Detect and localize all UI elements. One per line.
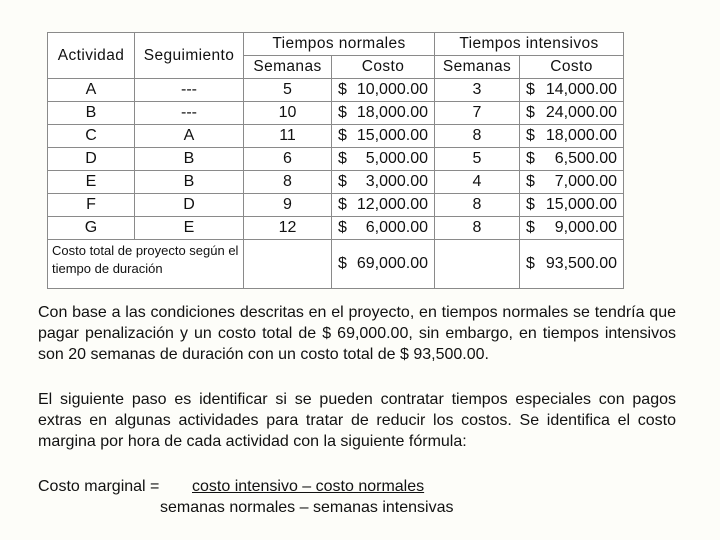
cell-seguimiento: E <box>135 217 244 240</box>
cell-costo-normal <box>332 194 435 217</box>
table-row <box>48 125 624 148</box>
cell-costo-intensivo <box>520 79 624 102</box>
header-semanas-normales: Semanas <box>244 56 332 79</box>
currency-symbol: $ <box>526 150 535 167</box>
currency-symbol: $ <box>526 127 535 144</box>
header-costo-normal: Costo <box>332 56 435 79</box>
cell-semanas-intensivo: 5 <box>435 148 520 171</box>
table-row <box>48 148 624 171</box>
cell-costo-normal-value: 3,000.00 <box>365 173 428 190</box>
cell-costo-normal <box>332 102 435 125</box>
cell-seguimiento: --- <box>135 79 244 102</box>
cell-costo-normal <box>332 148 435 171</box>
cell-costo-normal-value: 18,000.00 <box>356 104 428 121</box>
table-row <box>48 102 624 125</box>
total-semanas-intensivo-empty <box>435 240 520 289</box>
cell-semanas-intensivo: 8 <box>435 125 520 148</box>
table-row <box>48 194 624 217</box>
total-intensivo-value: 93,500.00 <box>545 255 617 272</box>
formula-numerator: costo intensivo – costo normales <box>192 478 425 495</box>
total-costo-intensivo <box>520 240 624 289</box>
total-normal-value: 69,000.00 <box>356 255 428 272</box>
cell-semanas-normal: 8 <box>244 171 332 194</box>
header-costo-intensivo: Costo <box>520 56 624 79</box>
cell-semanas-normal: 9 <box>244 194 332 217</box>
cell-costo-normal <box>332 125 435 148</box>
cell-costo-intensivo-value: 6,500.00 <box>554 150 617 167</box>
currency-symbol: $ <box>526 104 535 121</box>
currency-symbol: $ <box>338 150 347 167</box>
cell-costo-intensivo <box>520 217 624 240</box>
cell-costo-intensivo-value: 15,000.00 <box>545 196 617 213</box>
cell-semanas-intensivo: 8 <box>435 194 520 217</box>
formula-denominator: semanas normales – semanas intensivas <box>160 499 454 516</box>
cell-costo-intensivo <box>520 102 624 125</box>
cell-costo-intensivo-value: 14,000.00 <box>545 81 617 98</box>
cell-actividad: B <box>48 102 135 125</box>
header-tiempos-intensivos: Tiempos intensivos <box>435 33 624 56</box>
cell-semanas-intensivo: 4 <box>435 171 520 194</box>
cell-costo-normal-value: 12,000.00 <box>356 196 428 213</box>
cell-costo-intensivo <box>520 125 624 148</box>
table-row <box>48 171 624 194</box>
currency-symbol: $ <box>338 127 347 144</box>
cell-actividad: G <box>48 217 135 240</box>
cell-semanas-intensivo: 7 <box>435 102 520 125</box>
cell-costo-intensivo-value: 7,000.00 <box>554 173 617 190</box>
cell-costo-normal-value: 5,000.00 <box>365 150 428 167</box>
total-costo-normal <box>332 240 435 289</box>
cell-costo-normal-value: 10,000.00 <box>356 81 428 98</box>
currency-symbol: $ <box>526 173 535 190</box>
cell-costo-normal <box>332 171 435 194</box>
cell-costo-normal <box>332 217 435 240</box>
paragraph-1: Con base a las condiciones descritas en el proyecto, en tiempos normales se tendría que pagar penalización y un costo total de $ 69,000.00, sin embargo, en tiempos intensivos son 20 semanas de duración con un costo total de $ 93,500.00. <box>38 304 676 363</box>
cell-costo-normal-value: 6,000.00 <box>365 219 428 236</box>
header-seguimiento: Seguimiento <box>135 33 244 79</box>
cell-seguimiento: B <box>135 171 244 194</box>
table-row <box>48 217 624 240</box>
cell-costo-intensivo-value: 9,000.00 <box>554 219 617 236</box>
currency-symbol: $ <box>338 255 347 272</box>
currency-symbol: $ <box>526 255 535 272</box>
currency-symbol: $ <box>338 219 347 236</box>
formula-label: Costo marginal = <box>38 478 160 495</box>
cell-semanas-normal: 12 <box>244 217 332 240</box>
total-semanas-normal-empty <box>244 240 332 289</box>
cost-table <box>47 32 624 289</box>
cell-semanas-intensivo: 3 <box>435 79 520 102</box>
header-actividad: Actividad <box>48 33 135 79</box>
currency-symbol: $ <box>338 104 347 121</box>
cell-costo-normal <box>332 79 435 102</box>
cell-actividad: D <box>48 148 135 171</box>
cell-semanas-normal: 5 <box>244 79 332 102</box>
currency-symbol: $ <box>338 196 347 213</box>
currency-symbol: $ <box>338 173 347 190</box>
cell-seguimiento: A <box>135 125 244 148</box>
header-tiempos-normales: Tiempos normales <box>244 33 435 56</box>
total-label: Costo total de proyecto según el tiempo de duración <box>48 240 244 289</box>
currency-symbol: $ <box>526 219 535 236</box>
header-semanas-intensivas: Semanas <box>435 56 520 79</box>
currency-symbol: $ <box>526 81 535 98</box>
currency-symbol: $ <box>338 81 347 98</box>
cell-seguimiento: B <box>135 148 244 171</box>
cell-costo-intensivo <box>520 148 624 171</box>
cell-semanas-intensivo: 8 <box>435 217 520 240</box>
cell-semanas-normal: 11 <box>244 125 332 148</box>
cell-actividad: C <box>48 125 135 148</box>
cell-costo-intensivo <box>520 171 624 194</box>
cell-costo-intensivo-value: 18,000.00 <box>545 127 617 144</box>
cell-costo-normal-value: 15,000.00 <box>356 127 428 144</box>
paragraph-2: El siguiente paso es identificar si se pueden contratar tiempos especiales con pagos extras en algunas actividades para tratar de reducir los costos. Se identifica el costo margina por hora de cada actividad con la siguiente fórmula: <box>38 391 676 450</box>
table-row <box>48 79 624 102</box>
cell-actividad: A <box>48 79 135 102</box>
cell-actividad: F <box>48 194 135 217</box>
cell-actividad: E <box>48 171 135 194</box>
cell-semanas-normal: 10 <box>244 102 332 125</box>
cell-semanas-normal: 6 <box>244 148 332 171</box>
cell-seguimiento: --- <box>135 102 244 125</box>
cell-seguimiento: D <box>135 194 244 217</box>
cell-costo-intensivo-value: 24,000.00 <box>545 104 617 121</box>
cell-costo-intensivo <box>520 194 624 217</box>
currency-symbol: $ <box>526 196 535 213</box>
